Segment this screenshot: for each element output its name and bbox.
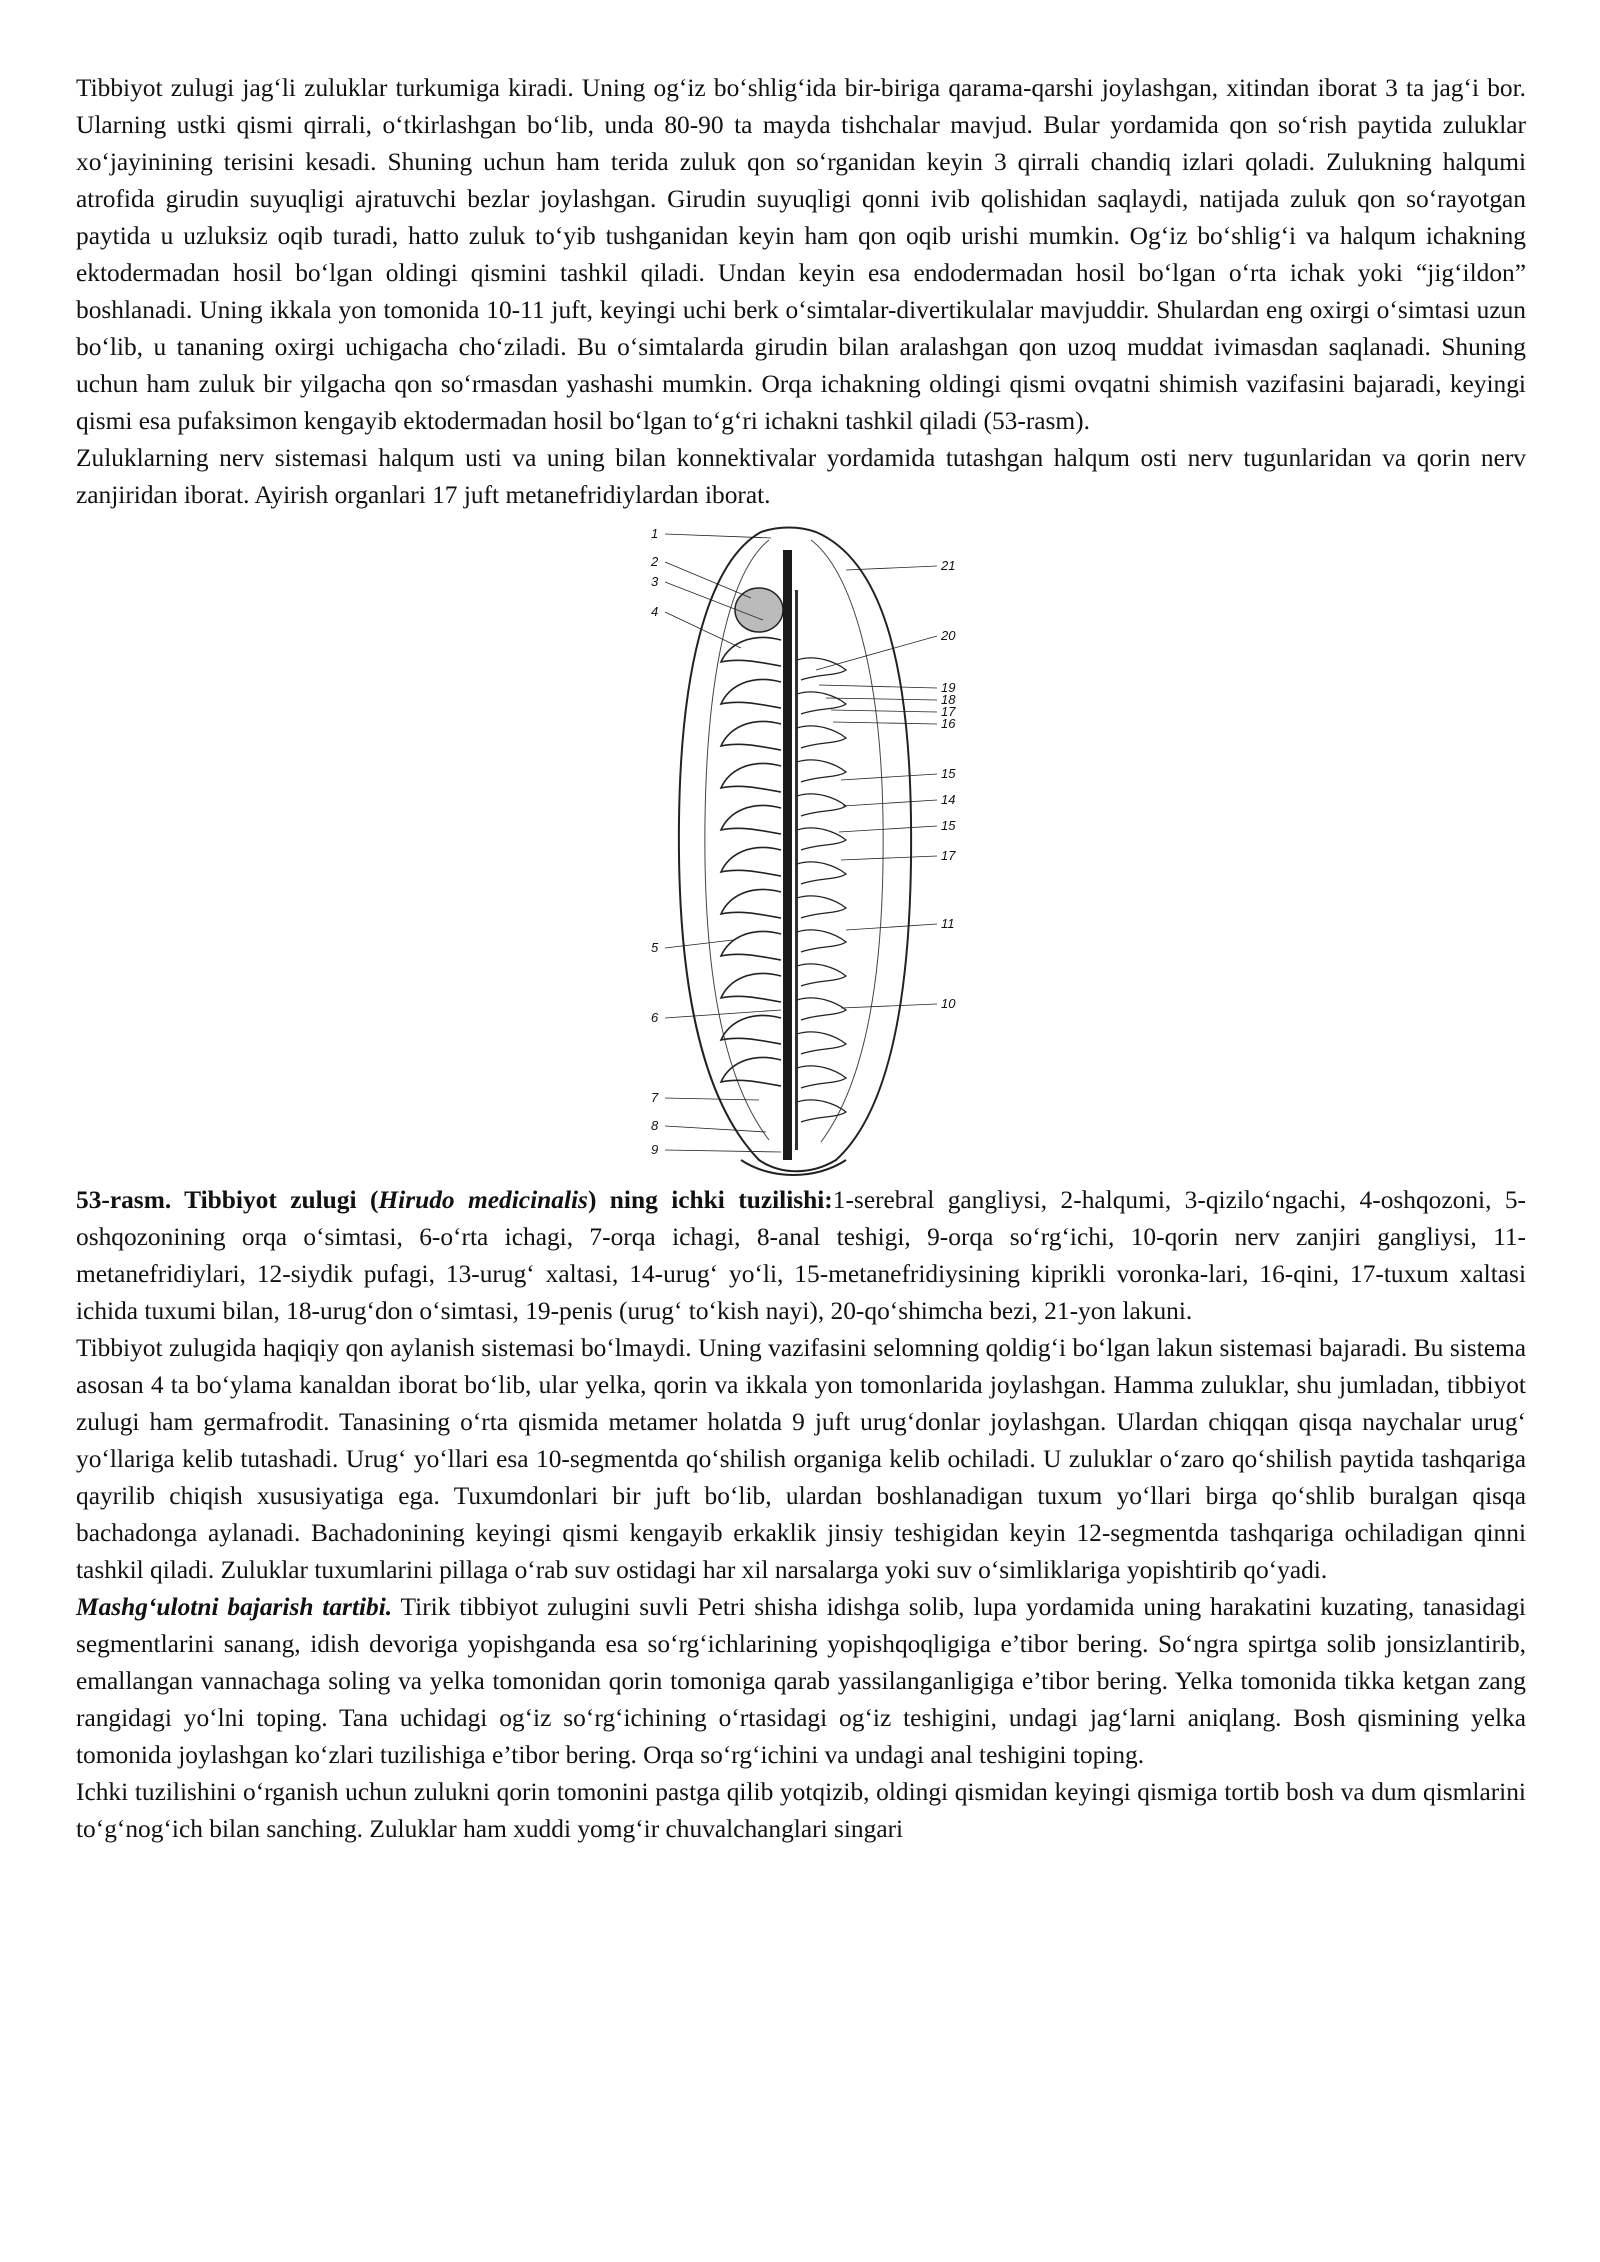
nephridium-loop bbox=[797, 828, 846, 850]
leader-line bbox=[841, 856, 937, 860]
leader-line bbox=[843, 800, 937, 806]
leader-line bbox=[665, 940, 733, 948]
nephridium-loop bbox=[797, 1100, 846, 1122]
intestinal-ceca bbox=[721, 637, 781, 1086]
leader-line bbox=[665, 1126, 766, 1132]
cecum-lobe bbox=[721, 973, 781, 1002]
figure-label-right: 14 bbox=[941, 792, 956, 807]
cecum-lobe bbox=[721, 679, 781, 708]
caption-species-name: Hirudo medicinalis bbox=[378, 1186, 588, 1214]
metanephridia bbox=[797, 658, 846, 1122]
cecum-lobe bbox=[721, 931, 781, 960]
leader-line bbox=[816, 636, 937, 670]
leader-line bbox=[826, 698, 937, 700]
paragraph-digestive-system: Tibbiyot zulugi jag‘li zuluklar turkumiga kiradi. Uning og‘iz bo‘shlig‘ida bir-biriga qarama-qarshi joylashgan, xitindan iborat 3 ta jag‘i bor. Ularning ustki qismi qirrali, o‘tkirlashgan bo‘lib, unda 80-90 ta mayda tishchalar mavjud. Bular yordamida qon so‘rish paytida zuluklar xo‘jayinining terisini kesadi. Shuning uchun ham terida zuluk qon so‘rganidan keyin 3 qirrali chandiq izlari qoladi. Zulukning halqumi atrofida girudin suyuqligi ajratuvchi bezlar joylashgan. Girudin suyuqligi qonni ivib qolishidan saqlaydi, natijada zuluk qon so‘rayotgan paytida u uzluksiz oqib turadi, hatto zuluk to‘yib tushganidan keyin ham qon oqib urishi mumkin. Og‘iz bo‘shlig‘i va halqum ichakning ektodermadan hosil bo‘lgan oldingi qismini tashkil qiladi. Undan keyin esa endodermadan hosil bo‘lgan o‘rta ichak yoki “jig‘ildon” boshlanadi. Uning ikkala yon tomonida 10-11 juft, keyingi uchi berk o‘simtalar-divertikulalar mavjuddir. Shulardan eng oxirgi o‘simtasi uzun bo‘lib, u tananing oxirgi uchigacha cho‘ziladi. Bu o‘simtalarda girudin bilan aralashgan qon uzoq muddat ivimasdan saqlanadi. Shuning uchun ham zuluk bir yilgacha qon so‘rmasdan yashashi mumkin. Orqa ichakning oldingi qismi ovqatni shimish vazifasini bajaradi, keyingi qismi esa pufaksimon kengayib ektodermadan hosil bo‘lgan to‘g‘ri ichakni tashkil qiladi (53-rasm). bbox=[76, 74, 1526, 435]
figure-label-right: 20 bbox=[941, 628, 956, 643]
leader-line bbox=[833, 722, 937, 724]
leader-line bbox=[665, 562, 751, 598]
cecum-lobe bbox=[721, 889, 781, 918]
figure-label-right: 10 bbox=[941, 996, 956, 1011]
figure-label-right: 11 bbox=[941, 916, 955, 931]
leader-line bbox=[841, 1004, 937, 1008]
procedure-heading: Mashg‘ulotni bajarish tartibi. bbox=[76, 1593, 393, 1621]
cecum-lobe bbox=[721, 1015, 781, 1044]
nephridium-loop bbox=[797, 1032, 846, 1054]
nephridium-loop bbox=[797, 1066, 846, 1088]
nephridium-loop bbox=[797, 998, 846, 1020]
figure-label-right: 16 bbox=[941, 716, 956, 731]
figure-label-left: 9 bbox=[651, 1142, 659, 1157]
nephridium-loop bbox=[797, 896, 846, 918]
document-page bbox=[76, 70, 1526, 1848]
leader-line bbox=[846, 924, 937, 930]
figure-label-right: 15 bbox=[941, 766, 956, 781]
figure-label-left: 1 bbox=[651, 526, 659, 541]
leader-line bbox=[841, 774, 937, 780]
leader-line bbox=[665, 1010, 781, 1018]
paragraph-dissection: Ichki tuzilishini o‘rganish uchun zulukni qorin tomonini pastga qilib yotqizib, oldingi qismidan keyingi qismiga tortib bosh va dum qismlarini to‘g‘nog‘ich bilan sanching. Zuluklar ham xuddi yomg‘ir chuvalchanglari singari bbox=[76, 1778, 1526, 1843]
nephridium-loop bbox=[797, 760, 846, 782]
nephridium-loop bbox=[797, 726, 846, 748]
cecum-lobe bbox=[721, 847, 781, 876]
figure-label-right: 17 bbox=[941, 848, 956, 863]
figure-label-right: 17 bbox=[941, 704, 956, 719]
figure-label-right: 18 bbox=[941, 692, 956, 707]
figure-caption bbox=[76, 1182, 1526, 1330]
figure-label-right: 21 bbox=[941, 558, 956, 573]
caption-title-a: 53-rasm. Tibbiyot zulugi ( bbox=[76, 1186, 379, 1214]
paragraph-circulation-reproduction: Tibbiyot zulugida haqiqiy qon aylanish sistemasi bo‘lmaydi. Uning vazifasini selomning qoldig‘i bo‘lgan lakun sistemasi bajaradi. Bu sistema asosan 4 ta bo‘ylama kanaldan iborat bo‘lib, ular yelka, qorin va ikkala yon tomonlarida joylashgan. Hamma zuluklar, shu jumladan, tibbiyot zulugi ham germafrodit. Tanasining o‘rta qismida metamer holatda 9 juft urug‘donlar joylashgan. Ulardan chiqqan qisqa naychalar urug‘ yo‘llariga kelib tutashadi. Urug‘ yo‘llari esa 10-segmentda qo‘shilish organiga kelib ochiladi. U zuluklar o‘zaro qo‘shilish paytida tashqariga qayrilib chiqish xususiyatiga ega. Tuxumdonlari bir juft bo‘lib, ulardan boshlanadigan tuxum yo‘llari birga qo‘shlib buralgan qisqa bachadonga aylanadi. Bachadonining keyingi qismi kengayib erkaklik jinsiy teshigidan keyin 12-segmentda tashqariga ochiladigan qinni tashkil qiladi. Zuluklar tuxumlarini pillaga o‘rab suv ostidagi har xil narsalarga yoki suv o‘simliklariga yopishtirib qo‘yadi. bbox=[76, 1334, 1526, 1584]
nephridium-loop bbox=[797, 964, 846, 986]
leader-line bbox=[665, 612, 741, 648]
procedure-body: Tirik tibbiyot zulugini suvli Petri shisha idishga solib, lupa yordamida uning harakatini kuzating, tanasidagi segmentlarini sanang, idish devoriga yopishganda esa so‘rg‘ichlarining yopishqoqligiga e’tibor bering. So‘ngra spirtga solib jonsizlantirib, emallangan vannachaga soling va yelka tomonidan qorin tomoniga qarab yassilanganligiga e’tibor bering. Yelka tomonida tikka ketgan zang rangidagi yo‘lni toping. Tana uchidagi og‘iz so‘rg‘ichining o‘rtasidagi og‘iz teshigini, undagi jag‘larni aniqlang. Bosh qismining yelka tomonida joylashgan ko‘zlari tuzilishiga e’tibor bering. Orqa so‘rg‘ichini va undagi anal teshigini toping. bbox=[76, 1593, 1526, 1769]
nephridium-loop bbox=[797, 794, 846, 816]
cecum-lobe bbox=[721, 721, 781, 750]
leader-line bbox=[819, 685, 937, 688]
leader-line bbox=[831, 710, 937, 712]
figure-label-left: 7 bbox=[651, 1090, 659, 1105]
caption-title-b: ) ning ichki tuzilishi: bbox=[587, 1186, 833, 1214]
figure-label-left: 6 bbox=[651, 1010, 659, 1025]
nephridium-loop bbox=[797, 930, 846, 952]
nerve-cord bbox=[783, 550, 792, 1160]
nephridium-loop bbox=[797, 692, 846, 714]
cecum-lobe bbox=[721, 1057, 781, 1086]
figure-label-right: 19 bbox=[941, 680, 956, 695]
cecum-lobe bbox=[721, 805, 781, 834]
nephridium-loop bbox=[797, 862, 846, 884]
figure-label-left: 4 bbox=[651, 604, 659, 619]
figure-label-left: 5 bbox=[651, 940, 659, 955]
figure-label-right: 15 bbox=[941, 818, 956, 833]
cecum-lobe bbox=[721, 763, 781, 792]
leader-line bbox=[839, 826, 937, 832]
figure-label-left: 2 bbox=[651, 554, 659, 569]
caption-legend: 1-serebral gangliysi, 2-halqumi, 3-qizilo‘ngachi, 4-oshqozoni, 5-oshqozonining orqa o‘simtasi, 6-o‘rta ichagi, 7-orqa ichagi, 8-anal teshigi, 9-orqa so‘rg‘ichi, 10-qorin nerv zanjiri gangliysi, 11-metanefridiylari, 12-siydik pufagi, 13-urug‘ xaltasi, 14-urug‘ yo‘li, 15-metanefridiysining kiprikli voronka-lari, 16-qini, 17-tuxum xaltasi ichida tuxumi bilan, 18-urug‘don o‘simtasi, 19-penis (urug‘ to‘kish nayi), 20-qo‘shimcha bezi, 21-yon lakuni. bbox=[76, 1186, 1526, 1325]
paragraph-nervous-system: Zuluklarning nerv sistemasi halqum usti va uning bilan konnektivalar yordamida tutashgan halqum osti nerv tugunlaridan va qorin nerv zanjiridan iborat. Ayirish organlari 17 juft metanefridiylardan iborat. bbox=[76, 444, 1526, 509]
figure-label-left: 3 bbox=[651, 574, 659, 589]
paragraph-procedure bbox=[76, 1589, 1526, 1774]
cecum-lobe bbox=[721, 637, 781, 666]
nephridium-loop bbox=[797, 658, 846, 680]
figure-leech-anatomy bbox=[76, 520, 1526, 1180]
figure-label-left: 8 bbox=[651, 1118, 659, 1133]
leader-line bbox=[665, 1150, 781, 1152]
leech-anatomy-drawing bbox=[641, 520, 961, 1180]
